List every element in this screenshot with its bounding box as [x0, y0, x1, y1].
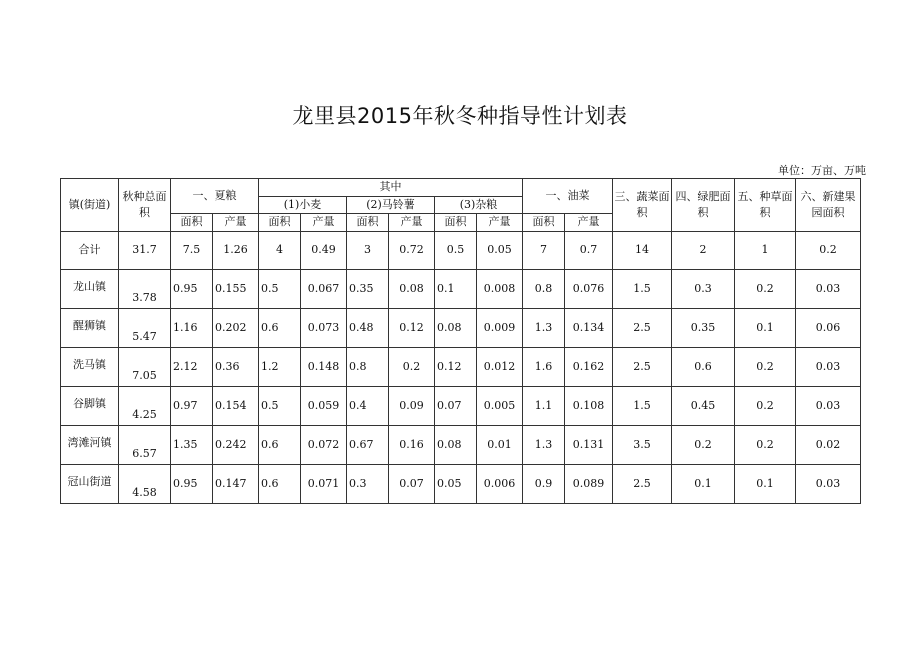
cell-gr: 0.1 [735, 465, 796, 504]
cell-ra-a: 1.3 [523, 426, 565, 465]
cell-total [119, 426, 171, 465]
cell-wh-a: 1.2 [259, 348, 301, 387]
cell-ra-o: 0.7 [565, 232, 613, 270]
table-row [61, 232, 861, 270]
cell-gm: 0.1 [672, 465, 735, 504]
cell-mg-o: 0.01 [477, 426, 523, 465]
cell-total: 31.7 [119, 232, 171, 270]
cell-orc: 0.06 [796, 309, 861, 348]
cell-po-o: 0.07 [389, 465, 435, 504]
cell-gm: 0.35 [672, 309, 735, 348]
header-output: 产量 [477, 214, 523, 232]
cell-mg-a: 0.07 [435, 387, 477, 426]
header-potato: (2)马铃薯 [347, 197, 435, 214]
cell-ra-o: 0.162 [565, 348, 613, 387]
cell-po-a: 0.35 [347, 270, 389, 309]
header-of-which: 其中 [259, 179, 523, 197]
cell-po-o: 0.09 [389, 387, 435, 426]
cell-gr: 0.2 [735, 348, 796, 387]
cell-po-a: 0.3 [347, 465, 389, 504]
cell-veg: 2.5 [613, 465, 672, 504]
cell-veg: 1.5 [613, 387, 672, 426]
cell-town-name: 洗马镇 [73, 358, 106, 371]
header-area: 面积 [435, 214, 477, 232]
header-misc-grain: (3)杂粮 [435, 197, 523, 214]
cell-total [119, 387, 171, 426]
cell-mg-o: 0.012 [477, 348, 523, 387]
cell-total-value: 4.58 [132, 486, 157, 500]
cell-total-value: 6.57 [132, 447, 157, 461]
cell-wh-a: 0.6 [259, 426, 301, 465]
table-row [61, 387, 861, 426]
cell-gr: 0.2 [735, 426, 796, 465]
cell-wh-o: 0.059 [301, 387, 347, 426]
header-rapeseed: 一、油菜 [523, 179, 613, 214]
cell-sg-a: 1.35 [171, 426, 213, 465]
table-row [61, 309, 861, 348]
header-summer-grain: 一、夏粮 [171, 179, 259, 214]
header-output: 产量 [213, 214, 259, 232]
header-area: 面积 [171, 214, 213, 232]
cell-veg: 2.5 [613, 348, 672, 387]
cell-mg-o: 0.009 [477, 309, 523, 348]
cell-gm: 0.2 [672, 426, 735, 465]
cell-gm: 0.45 [672, 387, 735, 426]
cell-town [61, 465, 119, 504]
header-total-area: 秋种总面积 [119, 179, 171, 232]
cell-wh-a: 0.5 [259, 387, 301, 426]
cell-mg-a: 0.1 [435, 270, 477, 309]
cell-po-o: 0.08 [389, 270, 435, 309]
header-output: 产量 [301, 214, 347, 232]
table-row [61, 270, 861, 309]
cell-sg-o: 0.155 [213, 270, 259, 309]
cell-total-value: 7.05 [132, 369, 157, 383]
cell-wh-o: 0.067 [301, 270, 347, 309]
cell-total [119, 348, 171, 387]
cell-po-o: 0.12 [389, 309, 435, 348]
cell-po-a: 3 [347, 232, 389, 270]
cell-ra-o: 0.089 [565, 465, 613, 504]
cell-town-name: 龙山镇 [73, 280, 106, 293]
cell-orc: 0.2 [796, 232, 861, 270]
cell-sg-a: 2.12 [171, 348, 213, 387]
cell-total-value: 3.78 [132, 291, 157, 305]
cell-orc: 0.03 [796, 348, 861, 387]
cell-wh-a: 0.5 [259, 270, 301, 309]
cell-mg-o: 0.05 [477, 232, 523, 270]
cell-po-o: 0.72 [389, 232, 435, 270]
cell-sg-o: 0.242 [213, 426, 259, 465]
cell-po-o: 0.2 [389, 348, 435, 387]
cell-veg: 14 [613, 232, 672, 270]
cell-ra-a: 1.1 [523, 387, 565, 426]
cell-ra-a: 1.6 [523, 348, 565, 387]
cell-town [61, 426, 119, 465]
cell-wh-o: 0.073 [301, 309, 347, 348]
cell-ra-o: 0.134 [565, 309, 613, 348]
cell-wh-o: 0.071 [301, 465, 347, 504]
cell-total [119, 465, 171, 504]
cell-wh-o: 0.49 [301, 232, 347, 270]
cell-mg-a: 0.05 [435, 465, 477, 504]
cell-ra-a: 0.8 [523, 270, 565, 309]
header-output: 产量 [389, 214, 435, 232]
cell-sg-a: 0.95 [171, 270, 213, 309]
header-orchard: 六、新建果园面积 [796, 179, 861, 232]
cell-total-value: 5.47 [132, 330, 157, 344]
table-row [61, 426, 861, 465]
cell-sg-o: 0.147 [213, 465, 259, 504]
cell-orc: 0.03 [796, 270, 861, 309]
cell-sg-o: 0.154 [213, 387, 259, 426]
cell-ra-o: 0.108 [565, 387, 613, 426]
cell-ra-o: 0.076 [565, 270, 613, 309]
cell-wh-a: 4 [259, 232, 301, 270]
cell-sg-o: 1.26 [213, 232, 259, 270]
cell-orc: 0.02 [796, 426, 861, 465]
cell-gm: 2 [672, 232, 735, 270]
cell-wh-o: 0.148 [301, 348, 347, 387]
cell-veg: 2.5 [613, 309, 672, 348]
cell-sg-a: 0.95 [171, 465, 213, 504]
table-row [61, 348, 861, 387]
plan-table [60, 178, 861, 504]
cell-veg: 3.5 [613, 426, 672, 465]
cell-mg-a: 0.08 [435, 426, 477, 465]
cell-orc: 0.03 [796, 387, 861, 426]
cell-gm: 0.6 [672, 348, 735, 387]
cell-gr: 0.1 [735, 309, 796, 348]
header-vegetable: 三、蔬菜面积 [613, 179, 672, 232]
page-title: 龙里县2015年秋冬种指导性计划表 [292, 104, 628, 128]
cell-orc: 0.03 [796, 465, 861, 504]
cell-total [119, 270, 171, 309]
cell-gr: 0.2 [735, 270, 796, 309]
cell-ra-a: 7 [523, 232, 565, 270]
header-area: 面积 [259, 214, 301, 232]
cell-ra-o: 0.131 [565, 426, 613, 465]
cell-ra-a: 0.9 [523, 465, 565, 504]
cell-gr: 1 [735, 232, 796, 270]
cell-gm: 0.3 [672, 270, 735, 309]
cell-town [61, 309, 119, 348]
cell-po-a: 0.8 [347, 348, 389, 387]
cell-po-a: 0.48 [347, 309, 389, 348]
cell-mg-a: 0.08 [435, 309, 477, 348]
header-grass: 五、种草面积 [735, 179, 796, 232]
cell-mg-o: 0.008 [477, 270, 523, 309]
cell-mg-a: 0.12 [435, 348, 477, 387]
table-row [61, 465, 861, 504]
header-green-manure: 四、绿肥面积 [672, 179, 735, 232]
cell-town-name: 谷脚镇 [73, 397, 106, 410]
cell-town [61, 348, 119, 387]
header-wheat: (1)小麦 [259, 197, 347, 214]
cell-sg-a: 7.5 [171, 232, 213, 270]
cell-wh-a: 0.6 [259, 309, 301, 348]
header-output: 产量 [565, 214, 613, 232]
cell-wh-o: 0.072 [301, 426, 347, 465]
cell-town-name: 冠山街道 [67, 475, 112, 488]
header-town: 镇(街道) [61, 179, 119, 232]
header-area: 面积 [347, 214, 389, 232]
cell-po-o: 0.16 [389, 426, 435, 465]
cell-total [119, 309, 171, 348]
unit-note: 单位：万亩、万吨 [778, 164, 866, 177]
cell-town-name: 湾滩河镇 [67, 436, 112, 449]
cell-mg-o: 0.006 [477, 465, 523, 504]
cell-town-name: 醒狮镇 [73, 319, 106, 332]
cell-sg-a: 1.16 [171, 309, 213, 348]
header-area: 面积 [523, 214, 565, 232]
cell-town: 合计 [61, 232, 119, 270]
cell-wh-a: 0.6 [259, 465, 301, 504]
cell-veg: 1.5 [613, 270, 672, 309]
cell-mg-o: 0.005 [477, 387, 523, 426]
cell-po-a: 0.4 [347, 387, 389, 426]
cell-sg-o: 0.36 [213, 348, 259, 387]
cell-sg-o: 0.202 [213, 309, 259, 348]
cell-sg-a: 0.97 [171, 387, 213, 426]
cell-total-value: 4.25 [132, 408, 157, 422]
cell-town [61, 270, 119, 309]
cell-town [61, 387, 119, 426]
cell-mg-a: 0.5 [435, 232, 477, 270]
cell-po-a: 0.67 [347, 426, 389, 465]
cell-ra-a: 1.3 [523, 309, 565, 348]
cell-gr: 0.2 [735, 387, 796, 426]
